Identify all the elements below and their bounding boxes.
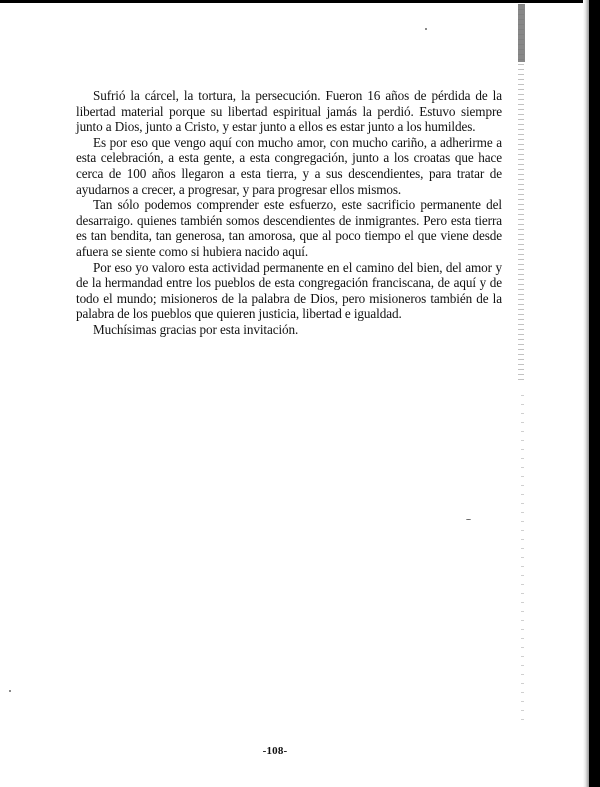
scan-speck [466, 519, 471, 520]
page-number: -108- [262, 745, 288, 757]
paragraph: Sufrió la cárcel, la tortura, la persecución. Fueron 16 años de pérdida de la libertad material porque su libertad espiritual jamás la perdió. Estuvo siempre junto a Dios, junto a Cristo, y estar junto a ellos es estar junto a los humildes. [76, 88, 502, 135]
paragraph: Por eso yo valoro esta actividad permanente en el camino del bien, del amor y de la hermandad entre los pueblos de esta congregación franciscana, de aquí y de todo el mundo; misioneros de la palabra de Dios, pero misioneros también de la palabra de los pueblos que quieren justicia, libertad e igualdad. [76, 259, 502, 322]
scan-speck [9, 690, 11, 692]
scan-right-edge [589, 0, 600, 787]
scan-top-edge [0, 0, 600, 3]
binding-perforation-lower [521, 395, 524, 725]
scan-speck [425, 28, 427, 30]
body-text [76, 88, 502, 338]
paragraph: Muchísimas gracias por esta invitación. [93, 321, 299, 337]
paragraph: Es por eso que vengo aquí con mucho amor, con mucho cariño, a adherirme a esta celebración, a esta gente, a esta congregación, junto a los croatas que hace cerca de 100 años llegaron a esta tierra, y a sus descendientes, para tratar de ayudarnos a crecer, a progresar, y para progresar ellos mismos. [76, 134, 502, 197]
paragraph: Tan sólo podemos comprender este esfuerzo, este sacrificio permanente del desarraigo. quienes también somos descendientes de inmigrantes. Pero esta tierra es tan bendita, tan generosa, tan amorosa, que al poco tiempo el que viene desde afuera se siente como si hubiera nacido aquí. [76, 197, 502, 259]
binding-perforation [518, 4, 524, 384]
